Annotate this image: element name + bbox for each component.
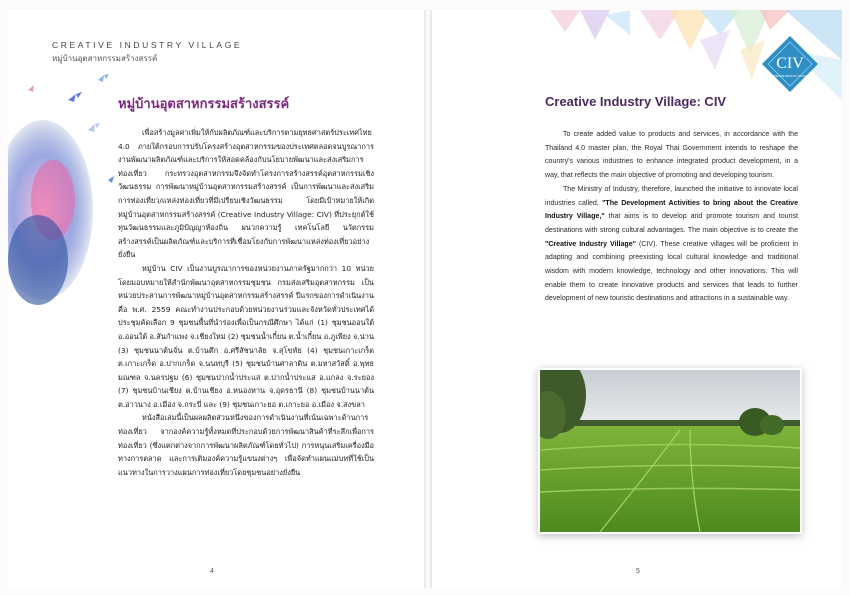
p2-bold-activity: "The Development Activities to bring about the Creative Industry Village," <box>545 199 798 221</box>
p2-bold-civ: "Creative Industry Village" <box>545 240 636 248</box>
left-page-body <box>118 126 374 479</box>
landscape-image <box>540 370 800 532</box>
header-subtitle: หมู่บ้านอุตสาหกรรมสร้างสรรค์ <box>52 54 158 63</box>
rice-field-photo <box>538 368 802 534</box>
civ-logo-icon <box>760 34 820 94</box>
left-paragraph-1: เพื่อสร้างมูลค่าเพิ่มให้กับผลิตภัณฑ์และบริการตามยุทธศาสตร์ประเทศไทย 4.0 ภายใต้กรอบการปรับโครงสร้างอุตสาหกรรมของประเทศตลอดจนบูรณาการงานพัฒนาผลิตภัณฑ์และบริการให้สอดคล้องกับนโยบายพัฒนาและส่งเสริมการท่องเที่ยว กระทรวงอุตสาหกรรมจึงจัดทำโครงการสร้างสรรค์อุตสาหกรรมเชิงวัฒนธรรม การพัฒนาหมู่บ้านอุตสาหกรรมสร้างสรรค์ เป็นการพัฒนาและส่งเสริมการท่องเที่ยว/แหล่งท่องเที่ยวที่มีเปรียบเชิงวัฒนธรรม โดยมีเป้าหมายให้เกิด หมู่บ้านอุตสาหกรรมสร้างสรรค์ (Creative Industry Village: CIV) ที่ประยุกต์ใช้ทุนวัฒนธรรมและภูมิปัญญาท้องถิ่น ผนวกความรู้ เทคโนโลยี นวัตกรรม สร้างสรรค์เป็นผลิตภัณฑ์และบริการที่เชื่อมโยงกับการพัฒนาแหล่งท่องเที่ยวอย่างยั่งยืน <box>118 128 374 260</box>
right-paragraph-1: To create added value to products and services, in accordance with the Thailand 4.0 master plan, the Royal Thai Government intends to reshape the country's various industries to enhance integrated product development, in a way, that reflects the main objective of promoting and developing tourism. <box>545 131 798 180</box>
logo-small-text: CREATIVE INDUSTRY VILLAGE <box>772 75 808 78</box>
left-paragraph-3: หนังสือเล่มนี้เป็นผลผลิตส่วนหนึ่งของการดำเนินงานที่เน้นเฉพาะด้านการท่องเที่ยว จากองค์ความรู้ทั้งหมดที่ประกอบด้วยการพัฒนาสินค้าที่ระลึกเพื่อการท่องเที่ยว (ซึ่งแตกต่างจากการพัฒนาผลิตภัณฑ์โดยทั่วไป) การหนุนเสริมเครื่องมือทางการตลาด และการเติมองค์ความรู้แขนงต่างๆ เพื่อจัดทำแผนแม่บทที่ใช้เป็นแนวทางในการวางแผนการท่องเที่ยวโดยชุมชนอย่างยั่งยืน <box>118 413 374 477</box>
civ-logo <box>760 34 820 94</box>
left-paragraph-2: หมู่บ้าน CIV เป็นงานบูรณาการของหน่วยงานภาครัฐมากกว่า 10 หน่วย โดยมอบหมายให้สำนักพัฒนาอุตสาหกรรมชุมชน กรมส่งเสริมอุตสาหกรรม เป็นหน่วยประสานการพัฒนาหมู่บ้านอุตสาหกรรมสร้างสรรค์ ปีแรกของการดำเนินงานคือ พ.ศ. 2559 คณะทำงานประกอบด้วยหน่วยงานร่วมและจังหวัดทั่วประเทศได้ประชุมคัดเลือก 9 ชุมชนพื้นที่นำร่องเพื่อเป็นกรณีศึกษา ได้แก่ (1) ชุมชนออนใต้ อ.ออนใต้ อ.สันกำแพง จ.เชียงใหม่ (2) ชุมชนน้ำเกี๋ยน ต.น้ำเกี๋ยน อ.ภูเพียง จ.น่าน (3) ชุมชนนาต้นจั่น ต.บ้านตึก อ.ศรีสัชนาลัย จ.สุโขทัย (4) ชุมชนเกาะเกร็ด ต.เกาะเกร็ด อ.ปากเกร็ด จ.นนทบุรี (5) ชุมชนบ้านศาลาดิน ต.มหาสวัสดิ์ อ.พุทธมณฑล จ.นครปฐม (6) ชุมชนปากน้ำประแส ต.ปากน้ำประแส อ.แกลง จ.ระยอง (7) ชุมชนบ้านเชียง ต.บ้านเชียง อ.หนองหาน จ.อุดรธานี (8) ชุมชนบ้านนาต้นต.อ่าวนาง อ.เมือง จ.กระบี่ และ (9) ชุมชนเกาะยอ ต.เกาะยอ อ.เมือง จ.สงขลา <box>118 263 374 409</box>
page-number-right: 5 <box>636 568 640 575</box>
right-page-heading: Creative Industry Village: CIV <box>545 94 727 109</box>
right-paragraph-2 <box>545 183 798 306</box>
triangle-decoration <box>430 10 630 70</box>
logo-text: CIV <box>776 55 804 72</box>
p2-part-e: (CIV). These creative villages will be proficient in adapting and combining preexisting local cultural knowledge and traditional wisdom with modern knowledge, technology and other innovations. This will enable them to create innovative products and services that leads to further development of new touristic destinations and attractions in a sustainable way. <box>545 240 798 303</box>
header-title: CREATIVE INDUSTRY VILLAGE <box>52 40 243 50</box>
floral-butterfly-decoration <box>8 60 128 340</box>
right-page-body <box>545 128 798 306</box>
book-gutter <box>424 10 432 588</box>
p2-part-a: The Ministry of Industry, therefore, launched the initiative to innovate local industries called, <box>545 185 798 207</box>
left-page-heading: หมู่บ้านอุตสาหกรรมสร้างสรรค์ <box>118 97 290 112</box>
p2-part-c: that aims is to develop and promote tourism and tourist destinations with strong cultural advantages. The main objective is to create the <box>545 213 798 234</box>
page-number-left: 4 <box>210 568 214 575</box>
